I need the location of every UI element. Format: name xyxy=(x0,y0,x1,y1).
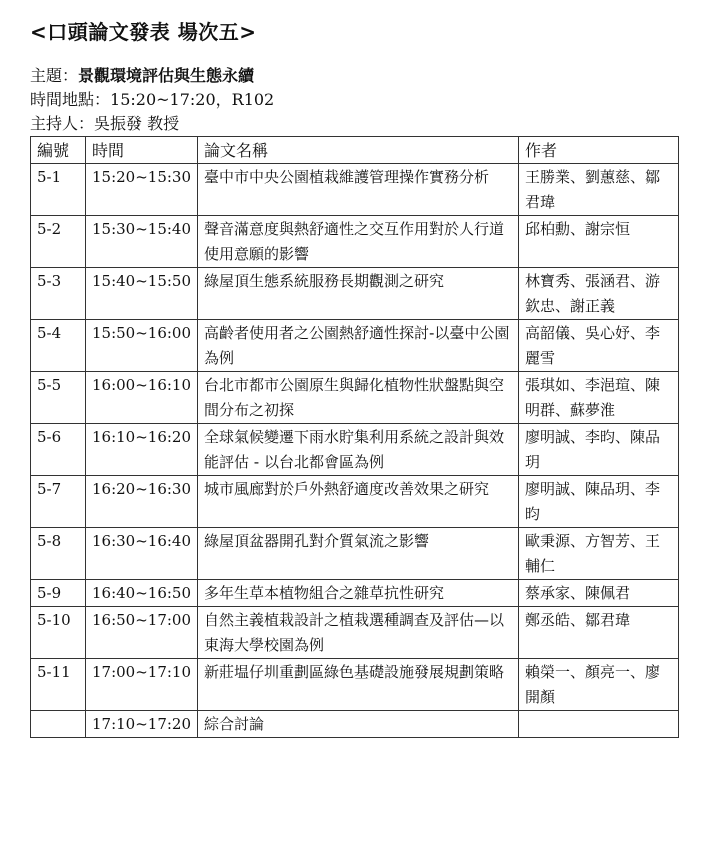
header-number: 編號 xyxy=(31,137,86,164)
paper-authors: 歐秉源、方智芳、王輔仁 xyxy=(519,528,679,580)
paper-number xyxy=(31,711,86,738)
header-time: 時間 xyxy=(86,137,198,164)
paper-time: 16:50~17:00 xyxy=(86,607,198,659)
paper-title: 台北市都市公園原生與歸化植物性狀盤點與空間分布之初探 xyxy=(198,372,519,424)
paper-number: 5-3 xyxy=(31,268,86,320)
table-header-row xyxy=(31,137,679,164)
paper-time: 17:00~17:10 xyxy=(86,659,198,711)
paper-time: 17:10~17:20 xyxy=(86,711,198,738)
paper-title: 全球氣候變遷下雨水貯集利用系統之設計與效能評估 - 以台北都會區為例 xyxy=(198,424,519,476)
session-heading: <口頭論文發表 場次五> xyxy=(30,20,257,44)
paper-title: 綠屋頂生態系統服務長期觀測之研究 xyxy=(198,268,519,320)
time-place-value: 15:20~17:20，R102 xyxy=(110,90,275,109)
paper-authors: 高韶儀、吳心妤、李麗雪 xyxy=(519,320,679,372)
paper-title: 新莊塭仔圳重劃區綠色基礎設施發展規劃策略 xyxy=(198,659,519,711)
paper-number: 5-7 xyxy=(31,476,86,528)
session-document xyxy=(30,18,690,738)
paper-time: 15:30~15:40 xyxy=(86,216,198,268)
paper-authors: 張琪如、李浥瑄、陳明群、蘇夢淮 xyxy=(519,372,679,424)
table-row xyxy=(31,268,679,320)
paper-title: 自然主義植栽設計之植栽選種調查及評估—以東海大學校園為例 xyxy=(198,607,519,659)
paper-authors xyxy=(519,711,679,738)
paper-authors: 林寶秀、張涵君、游欽忠、謝正義 xyxy=(519,268,679,320)
host-value: 吳振發 教授 xyxy=(94,114,180,133)
paper-number: 5-9 xyxy=(31,580,86,607)
table-row xyxy=(31,476,679,528)
paper-time: 16:30~16:40 xyxy=(86,528,198,580)
table-row xyxy=(31,372,679,424)
paper-authors: 王勝業、劉蕙慈、鄒君瑋 xyxy=(519,164,679,216)
paper-title: 聲音滿意度與熱舒適性之交互作用對於人行道使用意願的影響 xyxy=(198,216,519,268)
time-place-label: 時間地點： xyxy=(30,90,111,109)
paper-time: 16:00~16:10 xyxy=(86,372,198,424)
schedule-table xyxy=(30,136,679,738)
theme-label: 主題： xyxy=(30,66,79,85)
paper-number: 5-5 xyxy=(31,372,86,424)
header-authors: 作者 xyxy=(519,137,679,164)
paper-number: 5-11 xyxy=(31,659,86,711)
host-label: 主持人： xyxy=(30,114,95,133)
header-paper-title: 論文名稱 xyxy=(198,137,519,164)
schedule-body xyxy=(31,164,679,738)
paper-number: 5-2 xyxy=(31,216,86,268)
table-row xyxy=(31,164,679,216)
time-place-line xyxy=(30,88,690,112)
theme-line xyxy=(30,64,690,88)
paper-authors: 邱柏勳、謝宗恒 xyxy=(519,216,679,268)
table-row xyxy=(31,580,679,607)
paper-time: 15:50~16:00 xyxy=(86,320,198,372)
paper-authors: 鄭丞皓、鄒君瑋 xyxy=(519,607,679,659)
theme-value: 景觀環境評估與生態永續 xyxy=(78,66,255,85)
paper-time: 16:10~16:20 xyxy=(86,424,198,476)
paper-authors: 廖明誠、李昀、陳品玥 xyxy=(519,424,679,476)
paper-title: 綜合討論 xyxy=(198,711,519,738)
table-row xyxy=(31,711,679,738)
host-line xyxy=(30,112,690,136)
table-row xyxy=(31,424,679,476)
paper-number: 5-8 xyxy=(31,528,86,580)
paper-title: 多年生草本植物組合之雜草抗性研究 xyxy=(198,580,519,607)
paper-authors: 廖明誠、陳品玥、李昀 xyxy=(519,476,679,528)
paper-title: 綠屋頂盆器開孔對介質氣流之影響 xyxy=(198,528,519,580)
paper-number: 5-1 xyxy=(31,164,86,216)
paper-authors: 賴榮一、顏亮一、廖開顏 xyxy=(519,659,679,711)
paper-time: 16:20~16:30 xyxy=(86,476,198,528)
paper-title: 臺中市中央公園植栽維護管理操作實務分析 xyxy=(198,164,519,216)
table-row xyxy=(31,528,679,580)
paper-number: 5-4 xyxy=(31,320,86,372)
paper-number: 5-10 xyxy=(31,607,86,659)
paper-time: 15:40~15:50 xyxy=(86,268,198,320)
paper-time: 16:40~16:50 xyxy=(86,580,198,607)
paper-title: 城市風廊對於戶外熱舒適度改善效果之研究 xyxy=(198,476,519,528)
table-row xyxy=(31,320,679,372)
table-row xyxy=(31,659,679,711)
table-row xyxy=(31,607,679,659)
table-row xyxy=(31,216,679,268)
paper-number: 5-6 xyxy=(31,424,86,476)
paper-time: 15:20~15:30 xyxy=(86,164,198,216)
paper-title: 高齡者使用者之公園熱舒適性探討-以臺中公園為例 xyxy=(198,320,519,372)
paper-authors: 蔡承家、陳佩君 xyxy=(519,580,679,607)
